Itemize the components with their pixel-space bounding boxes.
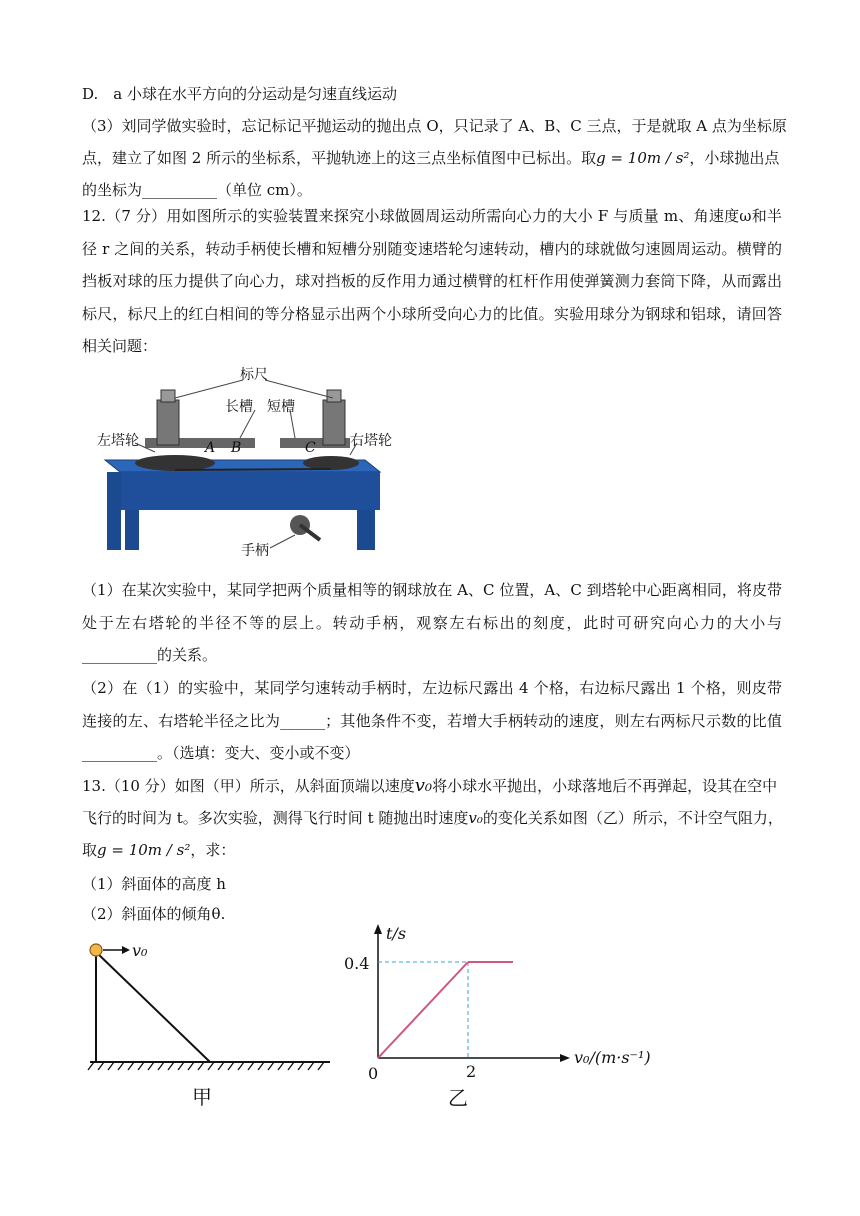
q12-intro: 12.（7 分）用如图所示的实验装置来探究小球做圆周运动所需向心力的大小 F 与质量 m、角速度ω和半径 r 之间的关系，转动手柄使长槽和短槽分别随变速塔轮匀速转动，槽内的球就做匀速圆周运动。横臂的挡板对球的压力提供了向心力，球对挡板的反作用力通过横臂的杠杆作用使弹簧测力套筒下降，从而露出标尺，标尺上的红白相间的等分格显示出两个小球所受向心力的比值。实验用球分为钢球和铝球，请回答相关问题：: [82, 207, 782, 355]
q11-part3-line1: （3）刘同学做实验时，忘记标记平抛运动的抛出点 O，只记录了 A、B、C 三点，于是就取 A 点为坐标原: [82, 117, 787, 135]
y-axis-arrow: [374, 924, 382, 934]
x-axis-arrow: [560, 1054, 570, 1062]
caption-yi: 乙: [448, 1086, 468, 1110]
q13-line3: 取g = 10m / s²，求：: [82, 841, 236, 859]
centripetal-apparatus-figure: [95, 360, 395, 560]
y-tick-0.4: 0.4: [344, 954, 370, 973]
label-zuotalun: 左塔轮: [97, 433, 139, 449]
v0-label: v₀: [132, 941, 148, 960]
q11-part3-line2: 点，建立了如图 2 所示的坐标系，平抛轨迹上的这三点坐标值图中已标出。取g = 10m / s²，小球抛出点: [82, 149, 780, 167]
label-c: C: [305, 440, 316, 456]
t-v0-chart: [330, 920, 670, 1120]
origin-label: 0: [368, 1064, 379, 1083]
label-duancao: 短槽: [267, 399, 295, 415]
caption-jia: 甲: [192, 1085, 212, 1109]
label-b: B: [231, 440, 242, 456]
q11-part3-line3: 的坐标为__________（单位 cm）。: [82, 181, 312, 199]
incline-figure: [80, 935, 350, 1115]
label-youtalun: 右塔轮: [350, 433, 392, 449]
series-segment-0: [378, 962, 468, 1058]
label-a: A: [205, 440, 216, 456]
q11-option-d: D. a 小球在水平方向的分运动是匀速直线运动: [82, 85, 397, 103]
q13-sub2: （2）斜面体的倾角θ.: [82, 905, 226, 923]
label-changcao: 长槽: [225, 399, 253, 415]
x-tick-2: 2: [466, 1062, 477, 1081]
q12-part1: （1）在某次实验中，某同学把两个质量相等的钢球放在 A、C 位置，A、C 到塔轮中心距离相同，将皮带处于左右塔轮的半径不等的层上。转动手柄，观察左右标出的刻度，此时可研究向心力的大小与__________的关系。: [82, 581, 782, 664]
y-axis-label: t/s: [386, 924, 407, 943]
g-formula: g = 10m / s²: [596, 149, 690, 167]
label-shoubing: 手柄: [241, 543, 269, 559]
q13-sub1: （1）斜面体的高度 h: [82, 875, 226, 893]
q13-line2: 飞行的时间为 t。多次实验，测得飞行时间 t 随抛出时速度v₀的变化关系如图（乙）所示，不计空气阻力，: [82, 809, 783, 827]
label-biaochi: 标尺: [240, 367, 268, 383]
q13-line1: 13.（10 分）如图（甲）所示，从斜面顶端以速度v₀将小球水平抛出，小球落地后不再弹起，设其在空中: [82, 775, 778, 796]
x-axis-label: v₀/(m·s⁻¹): [574, 1048, 651, 1067]
q12-part2: （2）在（1）的实验中，某同学匀速转动手柄时，左边标尺露出 4 个格，右边标尺露出 1 个格，则皮带连接的左、右塔轮半径之比为______；其他条件不变，若增大手柄转动的速度，则左右两标尺示数的比值__________。（选填：变大、变小或不变）: [82, 679, 782, 762]
